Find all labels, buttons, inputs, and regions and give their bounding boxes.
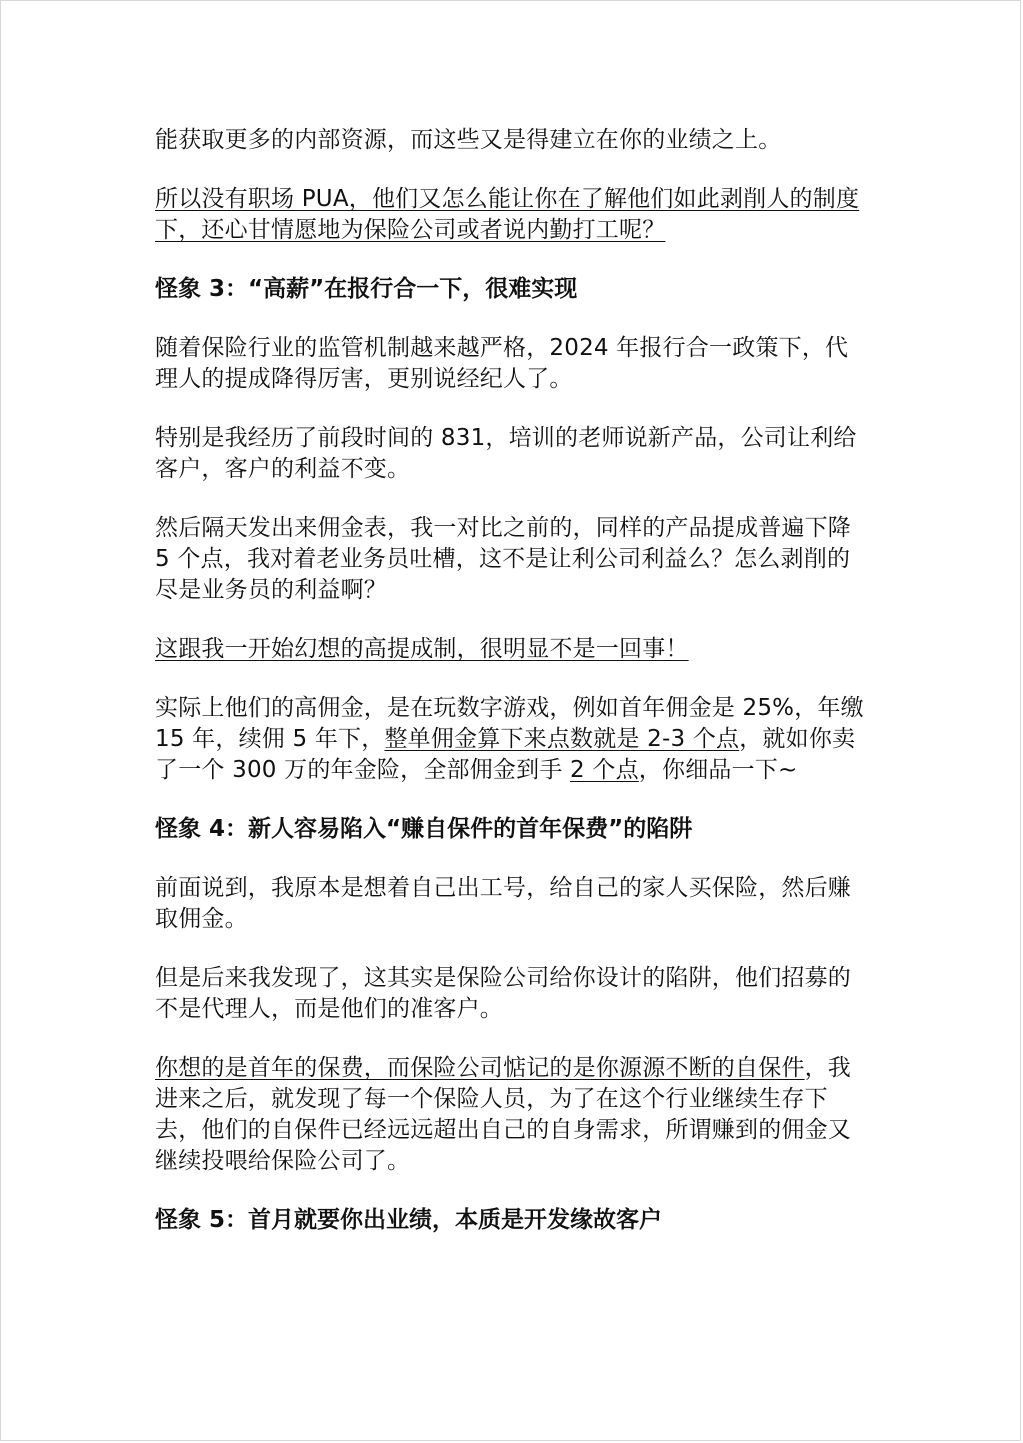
- paragraph-9: 但是后来我发现了，这其实是保险公司给你设计的陷阱，他们招募的不是代理人，而是他们的准客户。: [155, 965, 851, 1022]
- heading-oddity-3: 怪象 3：“高薪”在报行合一下，很难实现: [155, 276, 578, 302]
- underlined-text: 这跟我一开始幻想的高提成制，很明显不是一回事！: [155, 636, 689, 662]
- paragraph-3: 随着保险行业的监管机制越来越严格，2024 年报行合一政策下，代理人的提成降得厉害，更别说经纪人了。: [155, 335, 849, 392]
- paragraph-2: [155, 184, 867, 246]
- paragraph-7: [155, 693, 867, 786]
- paragraph-6: [155, 634, 867, 665]
- underlined-text: 所以没有职场 PUA，他们又怎么能让你在了解他们如此剥削人的制度下，还心甘情愿地为保险公司或者说内勤打工呢？: [155, 186, 860, 243]
- paragraph-8: 前面说到，我原本是想着自己出工号，给自己的家人买保险，然后赚取佣金。: [155, 875, 851, 932]
- underlined-text: 整单佣金算下来点数就是 2-3 个点: [384, 726, 740, 752]
- paragraph-4: 特别是我经历了前段时间的 831，培训的老师说新产品，公司让利给客户，客户的利益不变。: [155, 425, 857, 482]
- text-run: 实际上他们的高佣金，是在玩数字游戏，例如首年佣金是 25%，年缴 15 年，续佣 5 年下，: [155, 695, 864, 752]
- text-run: ，我进来之后，就发现了每一个保险人员，为了在这个行业继续生存下去，他们的自保件已经远远超出自己的自身需求，所谓赚到的佣金又继续投喂给保险公司了。: [155, 1055, 852, 1174]
- underlined-text: 你想的是首年的保费，而保险公司惦记的是你源源不断的自保件: [155, 1055, 805, 1081]
- paragraph-1: 能获取更多的内部资源，而这些又是得建立在你的业绩之上。: [155, 127, 782, 153]
- text-run: ，你细品一下~: [638, 757, 798, 783]
- text-run: ，就如你卖了一个 300 万的年金险，全部佣金到手: [155, 726, 856, 783]
- underlined-text: 2 个点: [570, 757, 639, 783]
- paragraph-10: [155, 1053, 867, 1177]
- paragraph-5: 然后隔天发出来佣金表，我一对比之前的，同样的产品提成普遍下降 5 个点，我对着老业务员吐槽，这不是让利公司利益么？怎么剥削的尽是业务员的利益啊？: [155, 515, 851, 603]
- document-body: [155, 125, 867, 1264]
- heading-oddity-4: 怪象 4：新人容易陷入“赚自保件的首年保费”的陷阱: [155, 816, 693, 842]
- heading-oddity-5: 怪象 5：首月就要你出业绩，本质是开发缘故客户: [155, 1207, 663, 1233]
